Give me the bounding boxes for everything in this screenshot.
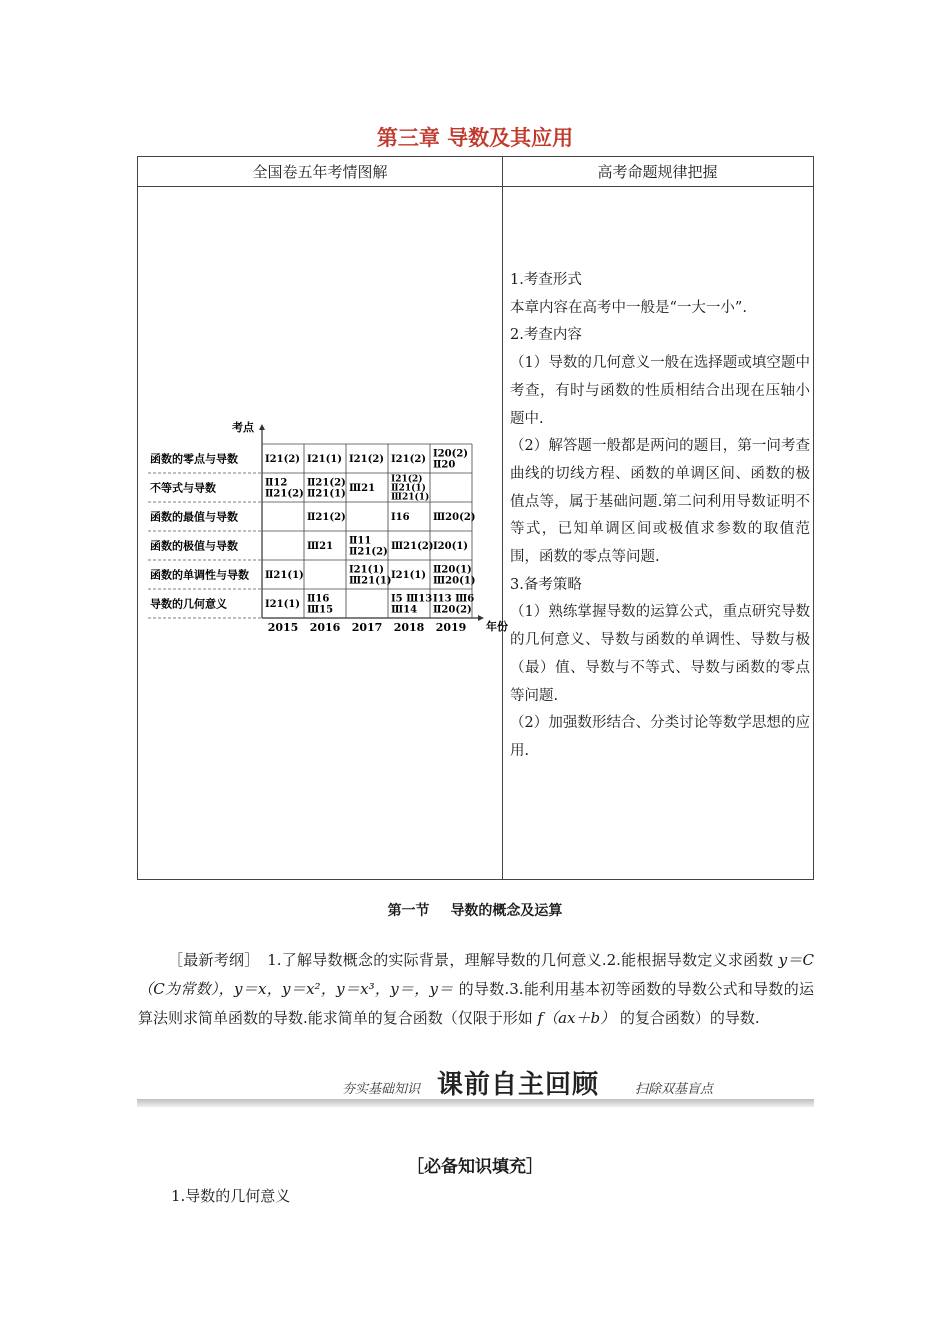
cell-text: Ⅰ21(2) <box>265 454 301 465</box>
syllabus-math: f（ax＋b） <box>537 1009 616 1027</box>
cell-text: Ⅰ20(2) <box>433 448 469 460</box>
knowledge-box-title <box>0 1152 950 1177</box>
year-tick-label: 2017 <box>351 621 383 634</box>
cell-text: Ⅰ13 Ⅲ6 <box>433 593 475 605</box>
syllabus-text: 的复合函数）的导数. <box>615 1009 760 1027</box>
year-tick-label: 2019 <box>435 621 467 634</box>
x-axis-label: 年份 <box>486 620 508 633</box>
cell-text: Ⅲ21 <box>307 541 334 552</box>
row-label: 函数的单调性与导数 <box>150 568 249 582</box>
year-tick-label: 2016 <box>309 621 341 634</box>
row-label: 不等式与导数 <box>150 481 216 495</box>
cell-text: Ⅲ20(1) <box>433 575 476 587</box>
cell-text: Ⅲ20(2) <box>433 512 476 523</box>
cell-text: Ⅰ21(2) <box>391 474 423 485</box>
rules-line: 3.备考策略 <box>510 576 582 593</box>
row-label: 函数的极值与导数 <box>150 539 238 553</box>
cell-text: Ⅰ21(2) <box>391 454 427 465</box>
rules-line: （1）熟练掌握导数的运算公式，重点研究导数的几何意义、导数与函数的单调性、导数与极（最）值、导数与不等式、导数与函数的零点等问题. <box>510 604 810 704</box>
syllabus-math: y＝C（C为常数），y＝x，y＝x²，y＝x³，y＝，y＝ <box>138 951 814 998</box>
cell-text: Ⅱ20 <box>433 459 456 471</box>
cell-text: Ⅱ21(1) <box>265 570 304 581</box>
syllabus-paragraph <box>138 946 814 1033</box>
overview-table <box>137 156 814 880</box>
cell-text: Ⅱ21(1) <box>307 488 346 500</box>
cell-text: Ⅱ21(2) <box>307 512 346 523</box>
section-title <box>0 900 950 920</box>
cell-text: Ⅰ21(1) <box>391 570 427 581</box>
rules-line: （2）解答题一般都是两问的题目，第一问考查曲线的切线方程、函数的单调区间、函数的极值点等，属于基础问题.第二问利用导数证明不等式，已知单调区间或极值求参数的取值范围，函数的零点等问题. <box>510 438 810 566</box>
cell-text: Ⅰ21(2) <box>349 454 385 465</box>
cell-text: Ⅲ21(1) <box>391 492 430 503</box>
cell-text: Ⅲ21(2) <box>391 541 434 552</box>
rules-line: 本章内容在高考中一般是“一大一小”. <box>510 299 747 316</box>
rules-line: 2.考查内容 <box>510 327 582 344</box>
cell-text: Ⅰ5 Ⅲ13 <box>391 593 433 605</box>
cell-text: Ⅱ11 <box>349 535 372 547</box>
sub-heading: 1.导数的几何意义 <box>171 1187 291 1205</box>
rules-line: （2）加强数形结合、分类讨论等数学思想的应用. <box>510 715 810 759</box>
year-tick-label: 2015 <box>267 621 299 634</box>
right-header: 高考命题规律把握 <box>502 157 813 187</box>
cell-text: Ⅱ21(2) <box>265 488 304 500</box>
cell-text: Ⅰ21(1) <box>265 599 301 610</box>
x-axis-arrow <box>478 615 484 621</box>
section-number: 第一节 <box>387 903 430 919</box>
y-axis-label: 考点 <box>232 421 254 434</box>
cell-text: Ⅱ21(2) <box>349 546 388 558</box>
cell-text: Ⅰ16 <box>391 512 410 523</box>
cell-text: Ⅱ21(2) <box>307 477 346 489</box>
rules-text <box>510 267 810 766</box>
syllabus <box>138 946 814 1033</box>
cell-text: Ⅱ20(1) <box>433 564 472 576</box>
banner-title: 课前自主回顾 <box>437 1070 600 1100</box>
cell-text: Ⅰ21(1) <box>349 564 385 576</box>
rules-line: 1.考查形式 <box>510 272 582 288</box>
chapter-title: 第三章 导数及其应用 <box>376 126 574 150</box>
row-label: 函数的零点与导数 <box>150 452 238 466</box>
cell-text: Ⅲ14 <box>391 604 418 616</box>
cell-text: Ⅱ12 <box>265 477 288 489</box>
syllabus-text: 的导数.3.能利用基本初等函数的导数公式和导数的运算法则求简单函数的导数.能求简单的复合函数（仅限于形如 <box>138 980 814 1027</box>
cell-text: Ⅱ16 <box>307 593 330 605</box>
exam-chart <box>148 421 508 647</box>
banner-right-text: 扫除双基盲点 <box>635 1082 714 1097</box>
cell-text: Ⅲ15 <box>307 604 334 616</box>
left-header: 全国卷五年考情图解 <box>138 157 502 187</box>
review-banner <box>137 1066 814 1110</box>
cell-text: Ⅱ20(2) <box>433 604 472 616</box>
cell-text: Ⅰ20(1) <box>433 541 469 552</box>
row-label: 导数的几何意义 <box>150 597 227 611</box>
row-label: 函数的最值与导数 <box>150 510 238 524</box>
knowledge-box-label: ［必备知识填充］ <box>407 1157 543 1177</box>
exam-chart-svg <box>148 421 508 647</box>
cell-text: Ⅱ21(1) <box>391 483 426 494</box>
year-tick-label: 2018 <box>393 621 425 634</box>
cell-text: Ⅲ21(1) <box>349 575 392 587</box>
rules-line: （1）导数的几何意义一般在选择题或填空题中考查，有时与函数的性质相结合出现在压轴小题中. <box>510 355 810 427</box>
y-axis-arrow <box>259 424 265 430</box>
syllabus-text: ［最新考纲］ 1.了解导数概念的实际背景，理解导数的几何意义.2.能根据导数定义求函数 <box>168 951 779 969</box>
banner-left-text: 夯实基础知识 <box>342 1082 421 1097</box>
section-name: 导数的概念及运算 <box>450 903 563 919</box>
cell-text: Ⅰ21(1) <box>307 454 343 465</box>
cell-text: Ⅲ21 <box>349 483 376 494</box>
